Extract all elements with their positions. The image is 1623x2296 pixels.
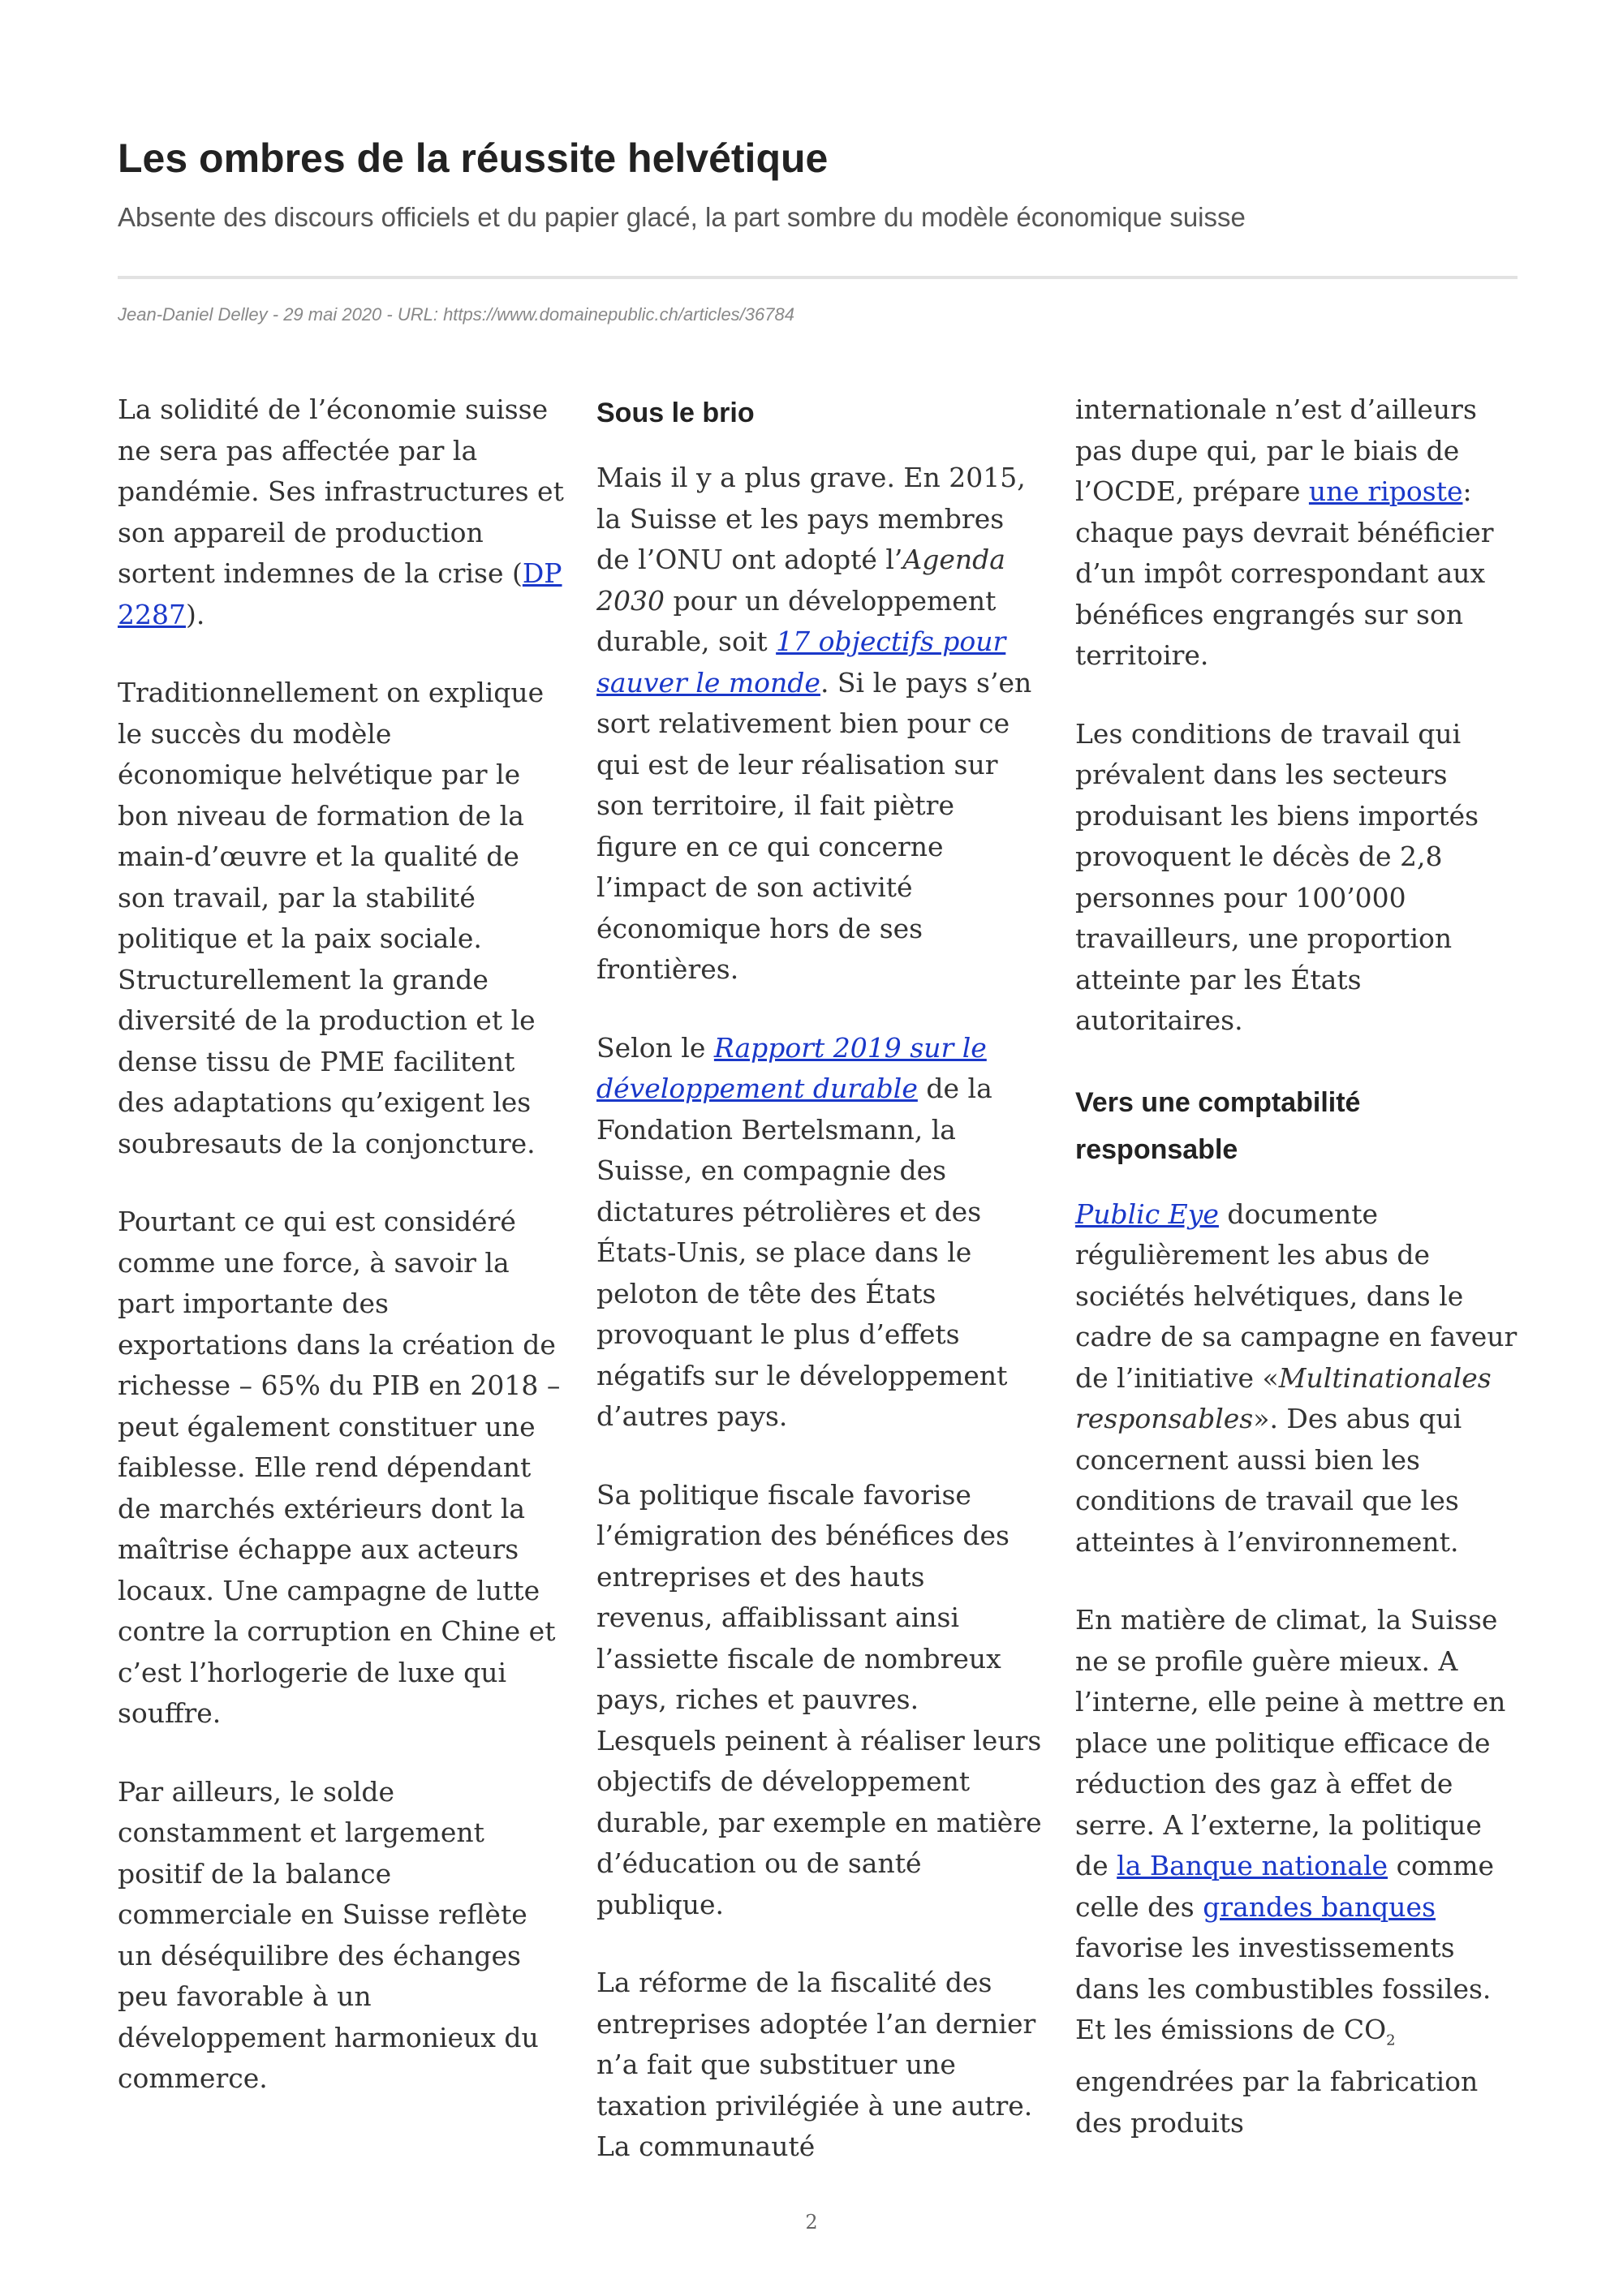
paragraph-text: En matière de climat, la Suisse ne se profile guère mieux. A l’interne, elle peine à mettre en place une politique efficace de réduction des gaz à effet de serre. A l’externe, la politique de: [1075, 1604, 1506, 1881]
paragraph: [596, 458, 1043, 991]
paragraph: [118, 389, 564, 635]
paragraph-text: ». Des abus qui concernent aussi bien les conditions de travail que les atteintes à l’environnement.: [1075, 1403, 1462, 1558]
link-17-objectifs[interactable]: 17 objectifs pour sauver le monde: [596, 626, 1006, 699]
section-heading: Sous le brio: [596, 398, 755, 428]
column-2: [596, 389, 1043, 2205]
paragraph: Traditionnellement on explique le succès du modèle économique helvétique par le bon niveau de formation de la main-d’œuvre et la qualité de son travail, par la stabilité politique et la paix sociale. Structurellement la grande diversité de la production et le dense tissu de PME facilitent des adaptations qu’exigent les soubresauts de la conjoncture.: [118, 677, 545, 1159]
link-public-eye[interactable]: Public Eye: [1075, 1197, 1219, 1230]
paragraph: Par ailleurs, le solde constamment et largement positif de la balance commerciale en Suisse reflète un déséquilibre des échanges peu favorable à un développement harmonieux du commerce.: [118, 1775, 539, 2094]
paragraph-text: La solidité de l’économie suisse ne sera pas affectée par la pandémie. Ses infrastructures et son appareil de production sortent indemnes de la crise (: [118, 393, 564, 589]
link-banque-nationale[interactable]: la Banque nationale: [1117, 1850, 1388, 1881]
link-une-riposte[interactable]: une riposte: [1308, 475, 1463, 507]
column-1: [118, 389, 564, 2137]
article-title: Les ombres de la réussite helvétique: [118, 135, 829, 181]
column-3: [1075, 389, 1518, 2181]
paragraph-text: de la Fondation Bertelsmann, la Suisse, en compagnie des dictatures pétrolières et des États-Unis, se place dans le peloton de tête des États provoquant le plus d’effets négatifs sur le développement d’autres pays.: [596, 1073, 1008, 1432]
paragraph-text: engendrées par la fabrication des produits: [1075, 2066, 1479, 2139]
paragraph-text: internationale n’est d’ailleurs pas dupe qui, par le biais de l’OCDE, prépare: [1075, 393, 1477, 507]
emphasis-text: Agenda 2030: [596, 544, 1005, 617]
paragraph-text: . Si le pays s’en sort relativement bien pour ce qui est de leur réalisation sur son territoire, il fait piètre figure en ce qui concerne l’impact de son activité économique hors de ses frontières.: [596, 666, 1032, 985]
subscript: 2: [1386, 2032, 1396, 2049]
page-number: 2: [805, 2211, 818, 2234]
paragraph: [1075, 389, 1518, 677]
paragraph-text: documente régulièrement les abus de sociétés helvétiques, dans le cadre de sa campagne en faveur de l’initiative «: [1075, 1197, 1518, 1394]
paragraph: [1075, 1600, 1518, 2143]
paragraph-text: ).: [185, 598, 205, 630]
link-dp-2287[interactable]: DP 2287: [118, 557, 562, 630]
paragraph-text: comme celle des: [1075, 1850, 1495, 1923]
link-rapport-2019[interactable]: Rapport 2019 sur le développement durable: [596, 1031, 987, 1104]
emphasis-text: Multinationales responsables: [1075, 1361, 1492, 1434]
paragraph: Sa politique fiscale favorise l’émigration des bénéfices des entreprises et des hauts revenus, affaiblissant ainsi l’assiette fiscale de nombreux pays, riches et pauvres. Lesquels peinent à réaliser leurs objectifs de développement durable, par exemple en matière d’éducation ou de santé publique.: [596, 1478, 1042, 1920]
paragraph: [1075, 1194, 1518, 1563]
header-divider: [118, 276, 1518, 279]
paragraph: [596, 1028, 1043, 1438]
paragraph: La réforme de la fiscalité des entreprises adoptée l’an dernier n’a fait que substituer une taxation privilégiée à une autre. La communauté: [596, 1967, 1036, 2162]
section-heading: Vers une comptabilité responsable: [1075, 1086, 1361, 1165]
paragraph-text: : chaque pays devrait bénéficier d’un impôt correspondant aux bénéfices engrangés sur son territoire.: [1075, 475, 1494, 671]
paragraph-text: Selon le: [596, 1031, 714, 1064]
article-subtitle: Absente des discours officiels et du papier glacé, la part sombre du modèle économique suisse: [118, 202, 1246, 232]
paragraph: Les conditions de travail qui prévalent dans les secteurs produisant les biens importés provoquent le décès de 2,8 personnes pour 100’000 travailleurs, une proportion atteinte par les États autoritaires.: [1075, 717, 1479, 1036]
paragraph-text: Mais il y a plus grave. En 2015, la Suisse et les pays membres de l’ONU ont adopté l’: [596, 462, 1026, 575]
link-grandes-banques[interactable]: grandes banques: [1203, 1890, 1436, 1923]
paragraph-text: pour un développement durable, soit: [596, 584, 997, 657]
article-meta: Jean-Daniel Delley - 29 mai 2020 - URL: https://www.domainepublic.ch/articles/36784: [118, 304, 794, 325]
paragraph-text: favorise les investissements dans les combustibles fossiles. Et les émissions de CO: [1075, 1932, 1492, 2045]
paragraph: Pourtant ce qui est considéré comme une force, à savoir la part importante des exportations dans la création de richesse – 65% du PIB en 2018 – peut également constituer une faiblesse. Elle rend dépendant de marchés extérieurs dont la maîtrise échappe aux acteurs locaux. Une campagne de lutte contre la corruption en Chine et c’est l’horlogerie de luxe qui souffre.: [118, 1206, 561, 1729]
